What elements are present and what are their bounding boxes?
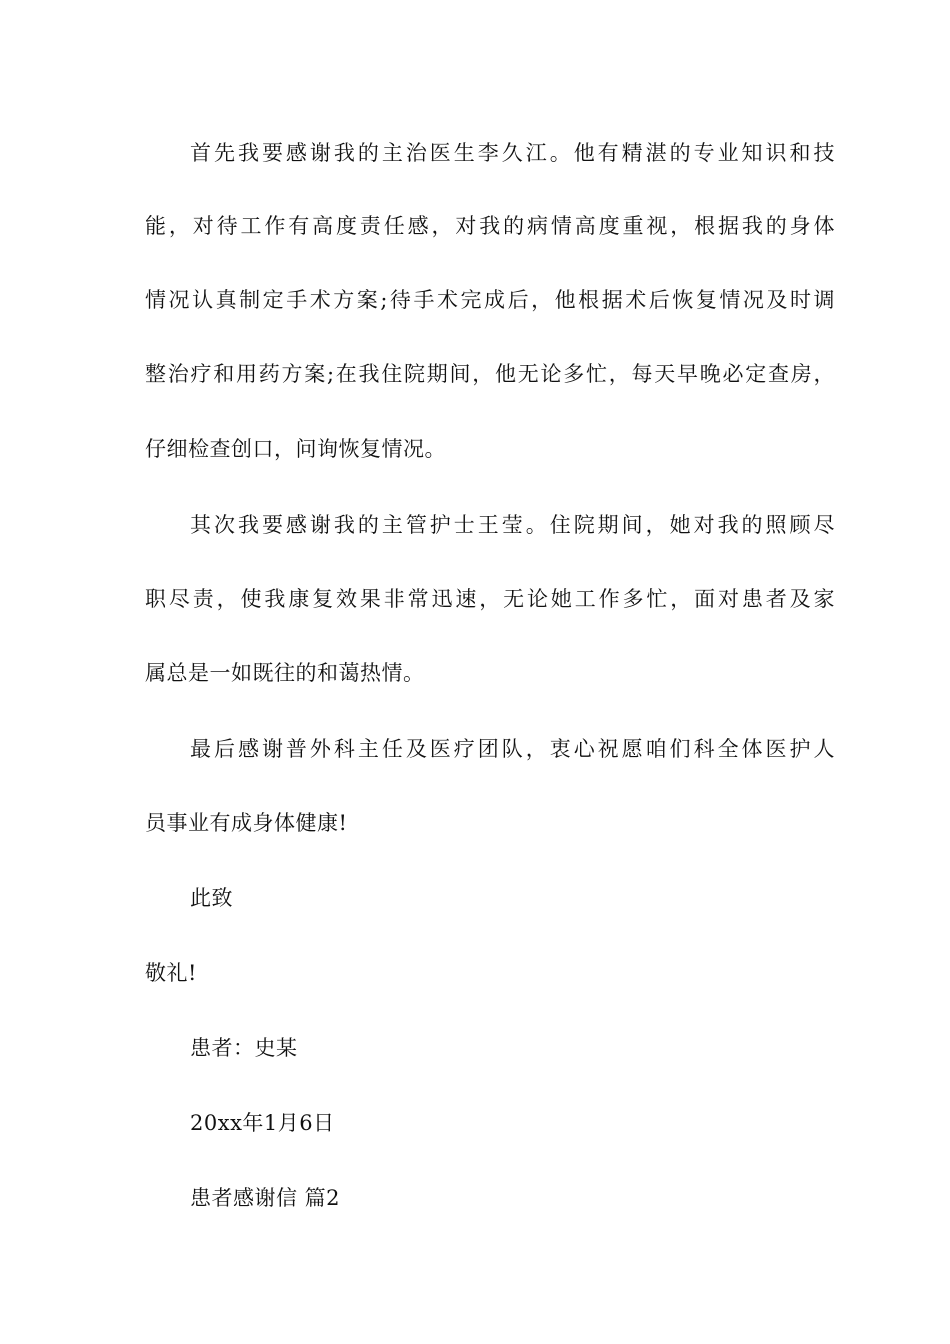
next-section-heading: 患者感谢信 篇2 (190, 1186, 341, 1210)
paragraph-1-line-5: 仔细检查创口，问询恢复情况。 (145, 437, 446, 461)
paragraph-1-line-1: 首先我要感谢我的主治医生李久江。他有精湛的专业知识和技 (190, 141, 835, 165)
paragraph-1-line-4: 整治疗和用药方案;在我住院期间，他无论多忙，每天早晚必定查房， (145, 362, 835, 386)
closing-text: 此致 (190, 886, 233, 910)
paragraph-2-line-2: 职尽责，使我康复效果非常迅速，无论她工作多忙，面对患者及家 (145, 587, 835, 611)
date: 20xx年1月6日 (190, 1111, 335, 1135)
paragraph-2-line-1: 其次我要感谢我的主管护士王莹。住院期间，她对我的照顾尽 (190, 513, 835, 537)
salute-text: 敬礼! (145, 961, 197, 985)
signature: 患者：史某 (190, 1036, 298, 1060)
paragraph-1-line-2: 能，对待工作有高度责任感，对我的病情高度重视，根据我的身体 (145, 214, 835, 238)
paragraph-1-line-3: 情况认真制定手术方案;待手术完成后，他根据术后恢复情况及时调 (145, 288, 835, 312)
paragraph-3-line-2: 员事业有成身体健康! (145, 811, 348, 835)
paragraph-2-line-3: 属总是一如既往的和蔼热情。 (145, 661, 425, 685)
paragraph-3-line-1: 最后感谢普外科主任及医疗团队，衷心祝愿咱们科全体医护人 (190, 737, 835, 761)
